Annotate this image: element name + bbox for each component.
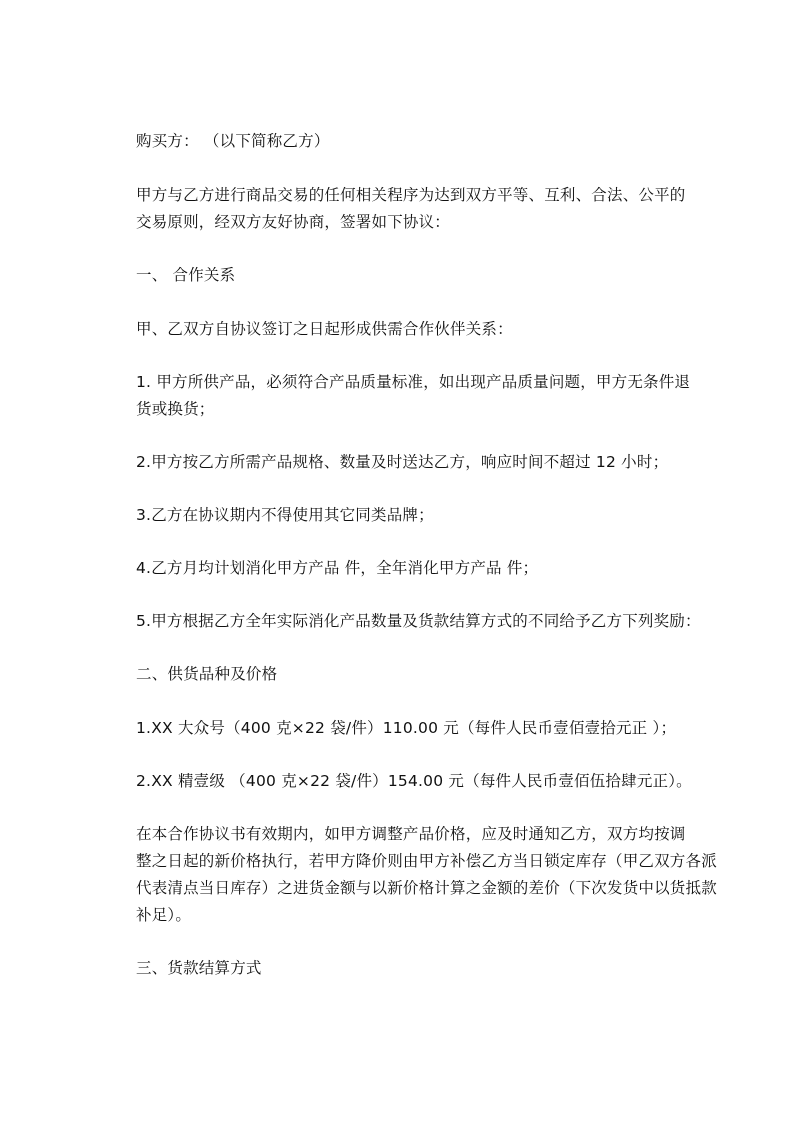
intro-line-1: 甲方与乙方进行商品交易的任何相关程序为达到双方平等、互利、合法、公平的 [136, 186, 686, 204]
item-5: 5.甲方根据乙方全年实际消化产品数量及货款结算方式的不同给予乙方下列奖励： [136, 612, 701, 630]
price-1: 1.XX 大众号（400 克×22 袋/件）110.00 元（每件人民币壹佰壹拾元正 ）； [136, 719, 677, 737]
section-1-title: 一、 合作关系 [136, 266, 236, 284]
item-1-line-2: 货或换货； [136, 400, 215, 418]
section-1-lead: 甲、乙双方自协议签订之日起形成供需合作伙伴关系： [136, 320, 513, 338]
paragraph-line-3: 代表清点当日库存）之进货金额与以新价格计算之金额的差价（下次发货中以货抵款 [136, 879, 717, 897]
paragraph-line-2: 整之日起的新价格执行，若甲方降价则由甲方补偿乙方当日锁定库存（甲乙双方各派 [136, 852, 717, 870]
intro-line-2: 交易原则，经双方友好协商，签署如下协议： [136, 213, 451, 231]
price-2: 2.XX 精壹级 （400 克×22 袋/件）154.00 元（每件人民币壹佰伍拾肆元正）。 [136, 772, 692, 790]
item-1-line-1: 1. 甲方所供产品，必须符合产品质量标准，如出现产品质量问题，甲方无条件退 [136, 373, 691, 391]
paragraph-line-1: 在本合作协议书有效期内，如甲方调整产品价格，应及时通知乙方，双方均按调 [136, 825, 686, 843]
item-4: 4.乙方月均计划消化甲方产品 件，全年消化甲方产品 件； [136, 559, 539, 577]
section-3-title: 三、货款结算方式 [136, 959, 262, 977]
paragraph-line-4: 补足）。 [136, 906, 192, 924]
section-2-title: 二、供货品种及价格 [136, 665, 278, 683]
item-3: 3.乙方在协议期内不得使用其它同类品牌； [136, 506, 434, 524]
buyer-line: 购买方： （以下简称乙方） [136, 132, 330, 150]
item-2: 2.甲方按乙方所需产品规格、数量及时送达乙方，响应时间不超过 12 小时； [136, 453, 669, 471]
